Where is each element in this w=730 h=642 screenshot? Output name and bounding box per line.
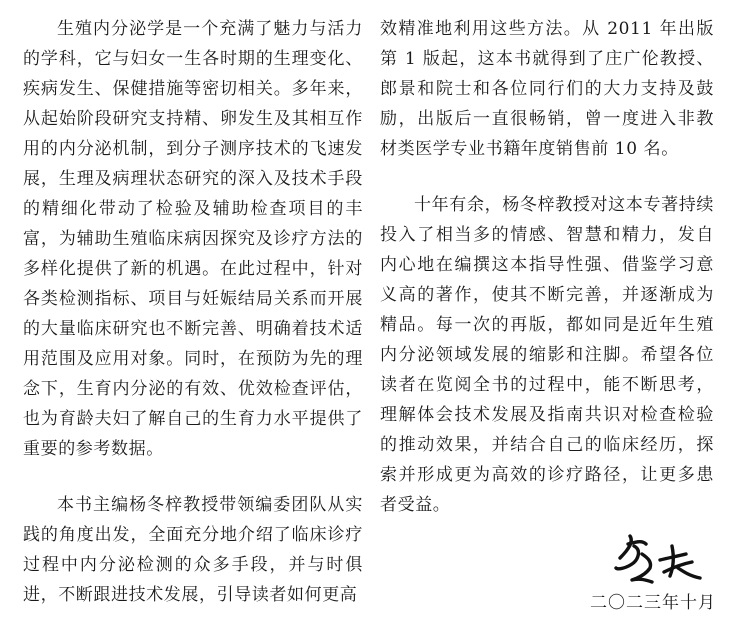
left-text-column (23, 14, 363, 610)
preface-paragraph-1: 生殖内分泌学是一个充满了魅力与活力的学科，它与妇女一生各时期的生理变化、疾病发生、保健措施等密切相关。多年来，从起始阶段研究支持精、卵发生及其相互作用的内分泌机制，到分子测序技术的飞速发展，生理及病理状态研究的深入及技术手段的精细化带动了检验及辅助检查项目的丰富，为辅助生殖临床病因探究及诊疗方法的多样化提供了新的机遇。在此过程中，针对各类检测指标、项目与妊娠结局关系而开展的大量临床研究也不断完善、明确着技术适用范围及应用对象。同时，在预防为先的理念下，生育内分泌的有效、优效检查评估，也为育龄夫妇了解自己的生育力水平提供了重要的参考数据。 (23, 19, 363, 459)
preface-paragraph-2: 本书主编杨冬梓教授带领编委团队从实践的角度出发，全面充分地介绍了临床诊疗过程中内分泌检测的众多手段，并与时俱进，不断跟进技术发展，引导读者如何更高 (23, 495, 363, 605)
signature-icon (612, 528, 704, 584)
preface-paragraph-2-continued: 效精准地利用这些方法。从 2011 年出版第 1 版起，这本书就得到了庄广伦教授、郎景和院士和各位同行们的大力支持及鼓励，出版后一直很畅销，曾一度进入非教材类医学专业书籍年度销售前 10 名。 (380, 19, 714, 159)
right-text-column (380, 14, 714, 520)
preface-paragraph-3: 十年有余，杨冬梓教授对这本专著持续投入了相当多的情感、智慧和精力，发自内心地在编撰这本指导性强、借鉴学习意义高的著作，使其不断完善，并逐渐成为精品。每一次的再版，都如同是近年生殖内分泌领域发展的缩影和注脚。希望各位读者在览阅全书的过程中，能不断思考，理解体会技术发展及指南共识对检查检验的推动效果，并结合自己的临床经历，探索并形成更为高效的诊疗路径，让更多患者受益。 (380, 195, 714, 515)
preface-date: 二〇二三年十月 (590, 593, 716, 613)
